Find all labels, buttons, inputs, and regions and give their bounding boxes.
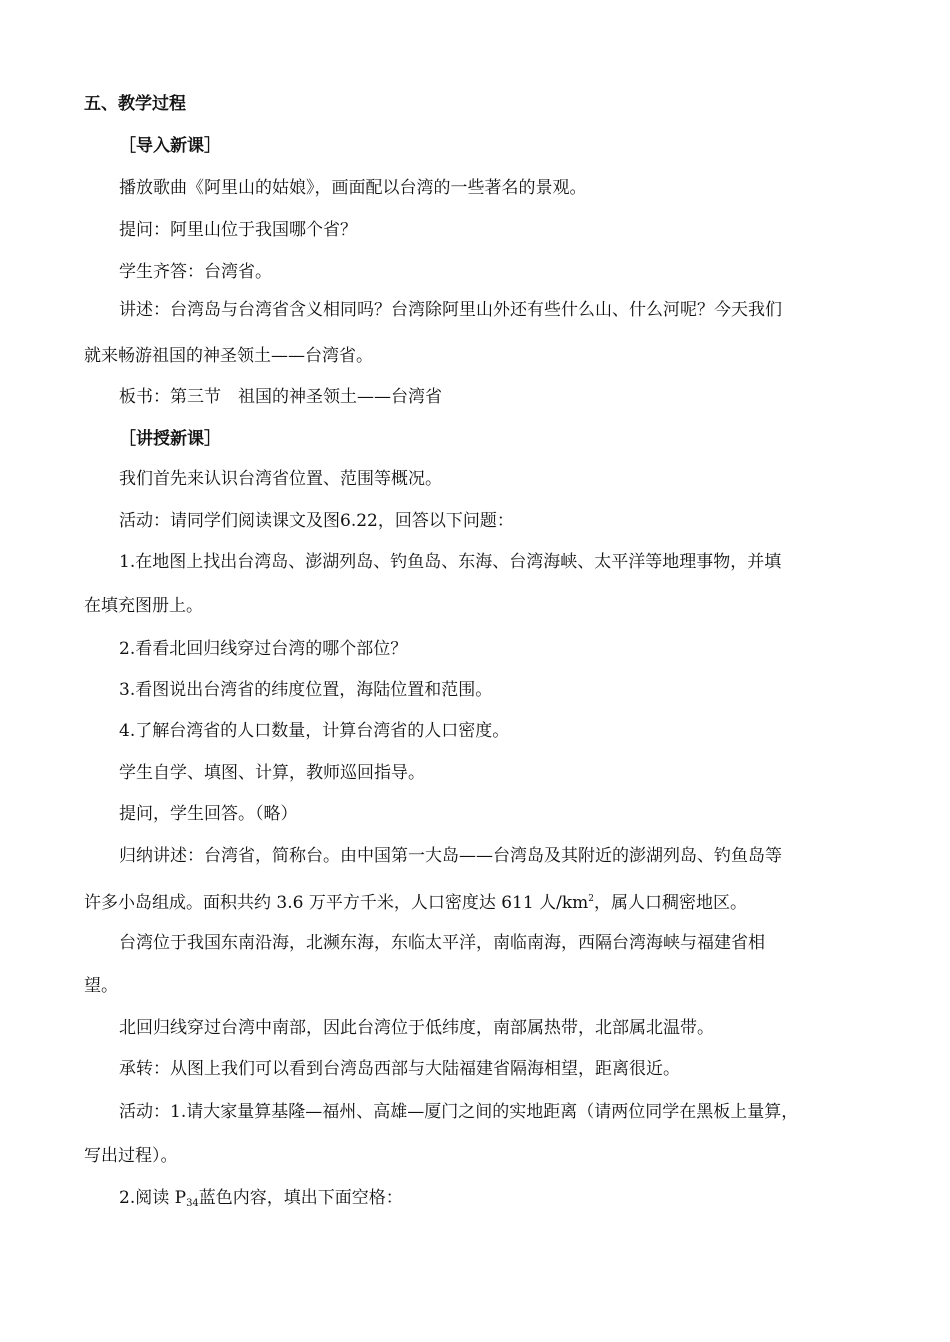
paragraph: 活动：请同学们阅读课文及图6.22，回答以下问题： [119,511,514,531]
superscript: 2 [588,894,594,904]
question-item: 1.在地图上找出台湾岛、澎湖列岛、钓鱼岛、东海、台湾海峡、太平洋等地理事物，并填 [119,552,782,572]
paragraph-continuation: 就来畅游祖国的神圣领土——台湾省。 [84,346,373,366]
paragraph: 我们首先来认识台湾省位置、范围等概况。 [119,469,442,489]
text-segment: 许多小岛组成。面积共约 3.6 万平方千米，人口密度达 611 人/km [84,893,589,913]
paragraph: 台湾位于我国东南沿海，北濒东海，东临太平洋，南临南海，西隔台湾海峡与福建省相 [119,933,765,953]
paragraph: 提问，学生回答。（略） [119,804,298,824]
paragraph: 学生齐答：台湾省。 [119,262,272,282]
paragraph [119,1186,403,1216]
paragraph: 播放歌曲《阿里山的姑娘》，画面配以台湾的一些著名的景观。 [119,178,587,198]
paragraph: 归纳讲述：台湾省，简称台。由中国第一大岛——台湾岛及其附近的澎湖列岛、钓鱼岛等 [119,846,782,866]
paragraph-continuation: 写出过程）。 [84,1146,178,1166]
paragraph: 讲述：台湾岛与台湾省含义相同吗？台湾除阿里山外还有些什么山、什么河呢？今天我们 [119,300,782,320]
blackboard-note: 板书：第三节 祖国的神圣领土——台湾省 [119,387,442,407]
text-segment: 2.阅读 P [119,1188,187,1208]
paragraph: 活动：1.请大家量算基隆—福州、高雄—厦门之间的实地距离（请两位同学在黑板上量算， [119,1102,799,1122]
paragraph-continuation: 望。 [84,976,118,996]
paragraph: 提问：阿里山位于我国哪个省？ [119,220,357,240]
paragraph: 北回归线穿过台湾中南部，因此台湾位于低纬度，南部属热带，北部属北温带。 [119,1018,714,1038]
text-segment: ，属人口稠密地区。 [593,893,747,913]
lecture-heading: ［讲授新课］ [119,429,221,449]
question-item-continuation: 在填充图册上。 [84,596,203,616]
paragraph: 学生自学、填图、计算，教师巡回指导。 [119,763,425,783]
subscript: 34 [186,1198,199,1209]
intro-heading: ［导入新课］ [119,136,221,156]
question-item: 2.看看北回归线穿过台湾的哪个部位？ [119,639,408,659]
text-segment: 蓝色内容，填出下面空格： [198,1188,403,1208]
question-item: 3.看图说出台湾省的纬度位置，海陆位置和范围。 [119,680,493,700]
paragraph-continuation [84,887,747,915]
paragraph: 承转：从图上我们可以看到台湾岛西部与大陆福建省隔海相望，距离很近。 [119,1059,680,1079]
section-title: 五、教学过程 [84,94,186,114]
question-item: 4.了解台湾省的人口数量，计算台湾省的人口密度。 [119,721,510,741]
